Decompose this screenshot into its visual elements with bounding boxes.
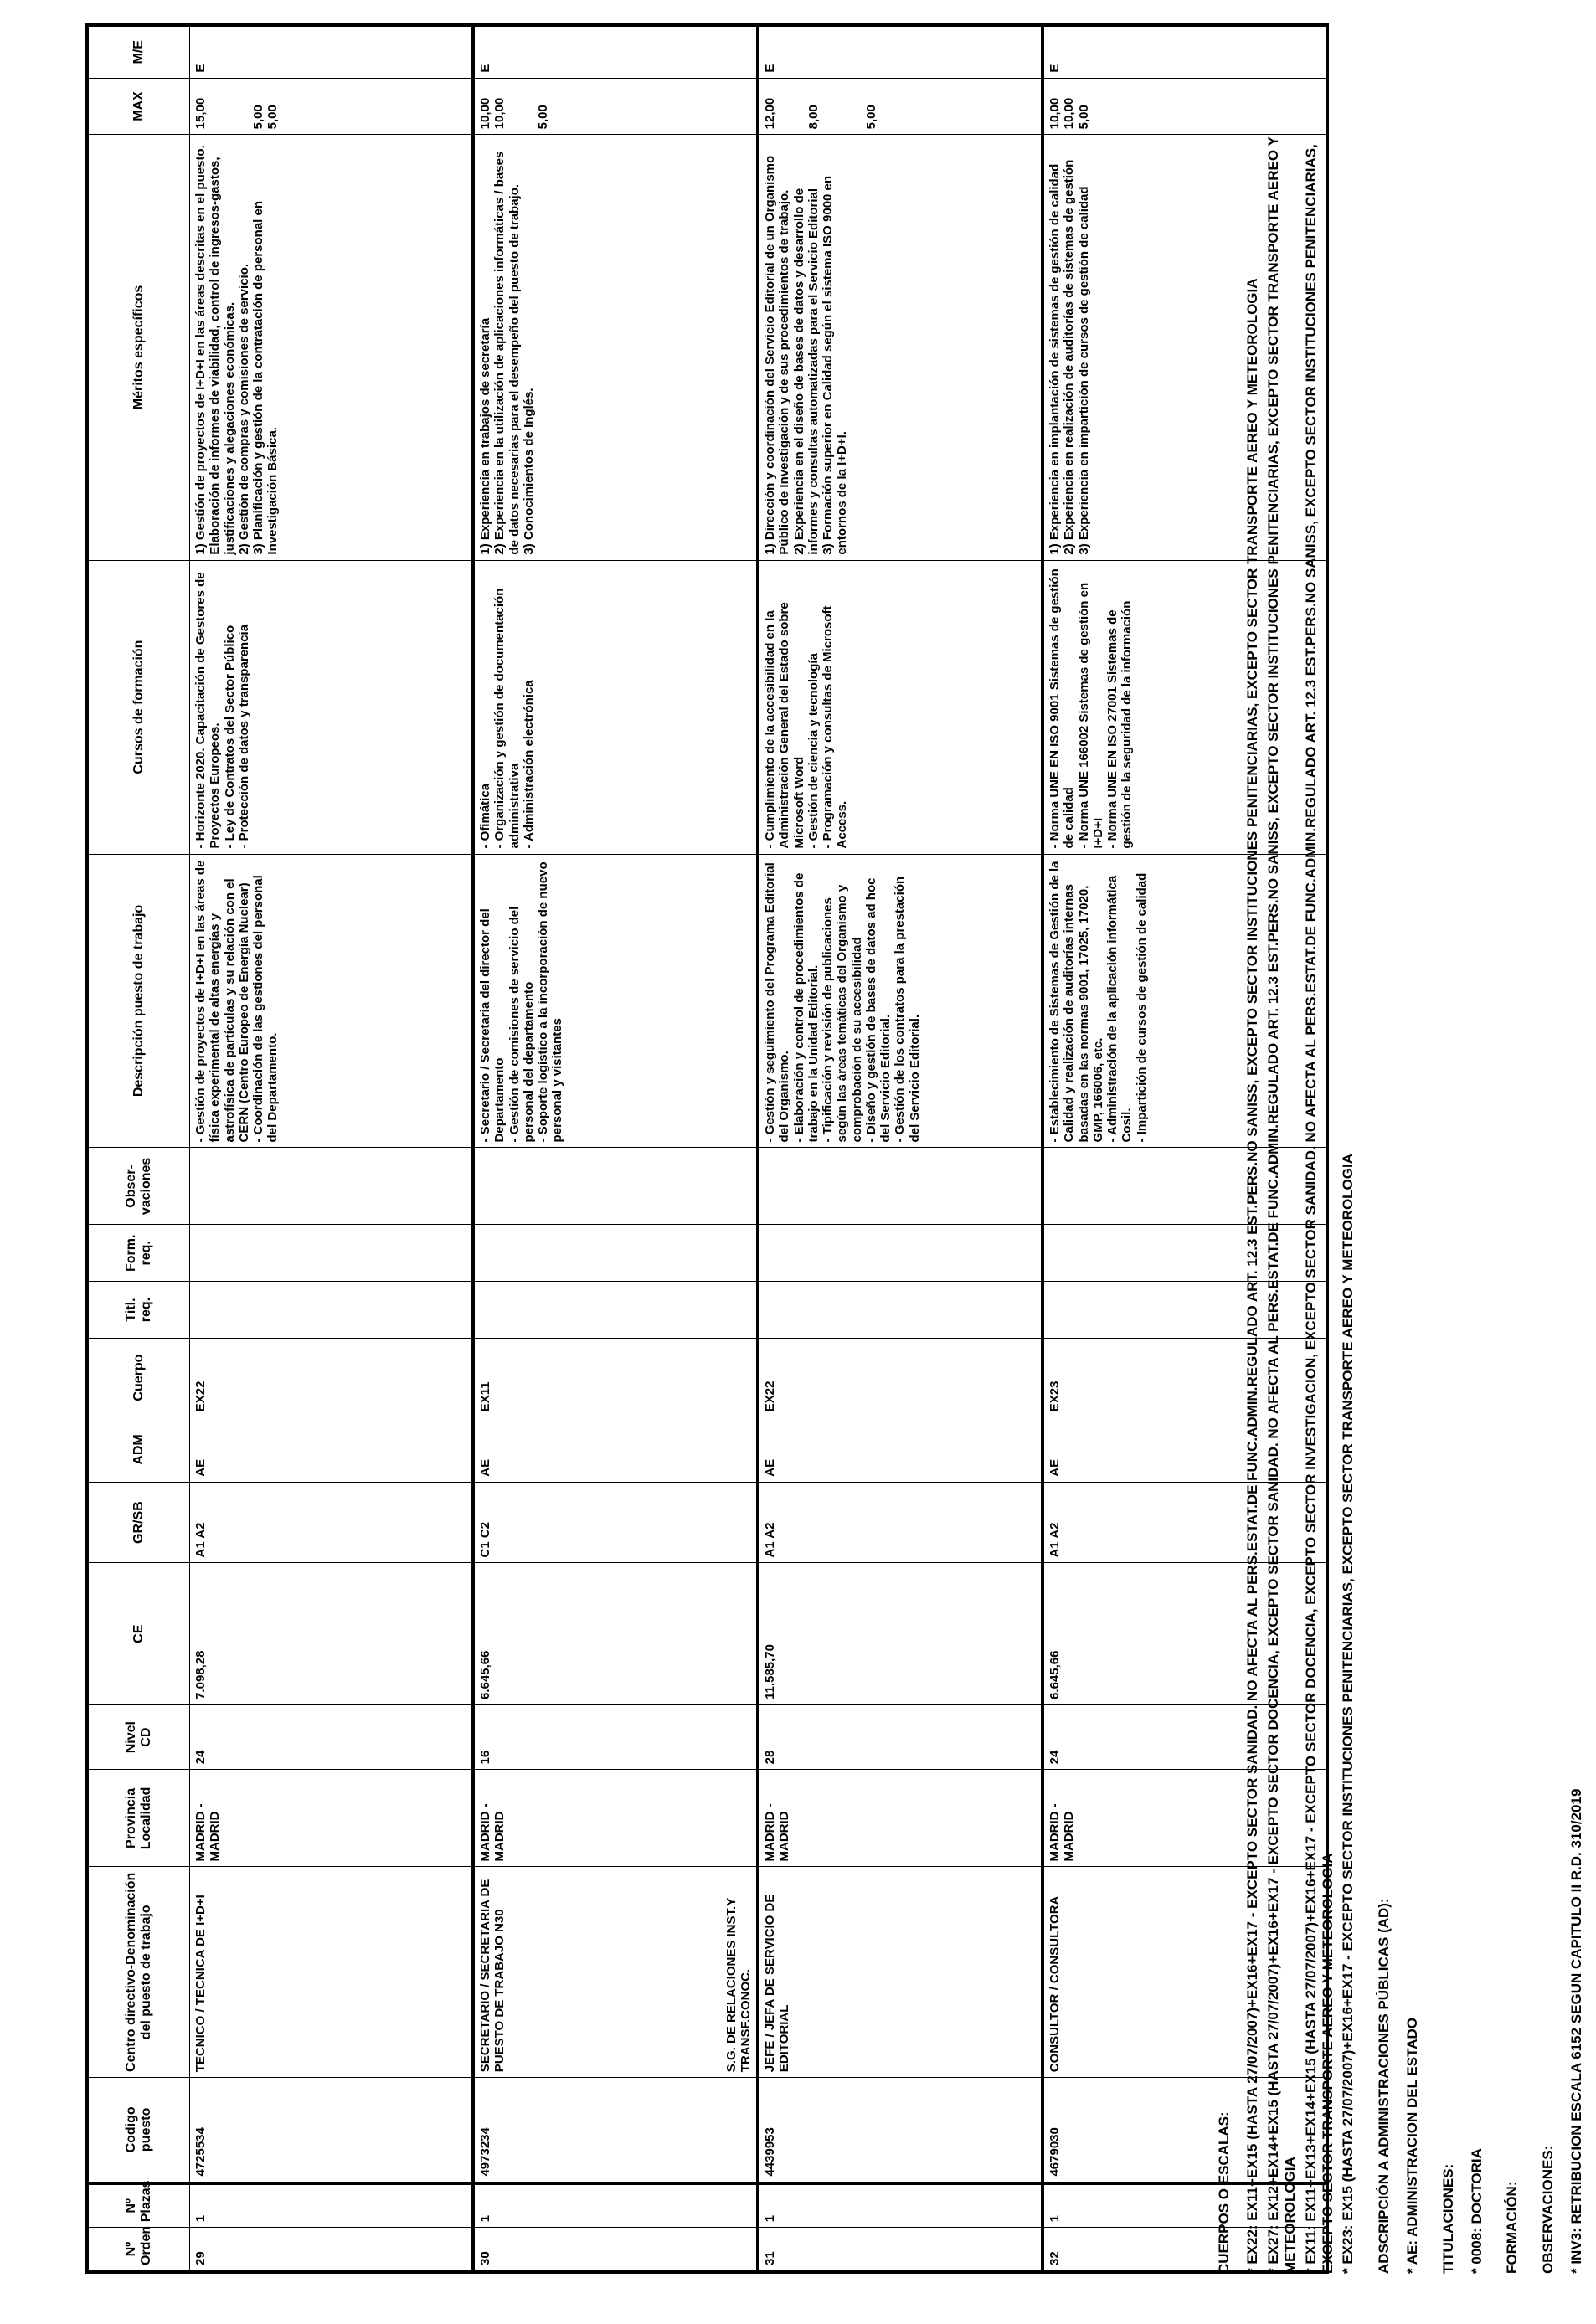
adscripcion-title: ADSCRIPCIÓN A ADMINISTRACIONES PÚBLICAS (AD): [1375,1898,1392,2274]
cell-form [758,1225,1043,1282]
cuerpo-note: * EX11: EX11+EX13+EX14+EX15 (HASTA 27/07/2007)+EX16+EX17 - EXCEPTO SECTOR DOCENCIA, EXCEPTO SECTOR INVESTIGACION, EXCEPTO SECTOR SANIDAD. NO AFECTA AL PERS.ESTAT.DE FUNC.ADMIN.REGULADO ART. 12.3 EST.PERS.NO SANISS, EXCEPTO SECTOR INSTITUCIONES PENITENCIARIAS, EXCEPTO SECTOR TRANSPORTE AEREO Y METEOROLOGIA [1302,144,1336,2274]
cell-provincia: MADRID - MADRID [1043,1770,1327,1867]
header-nivel: Nivel CD [87,1704,190,1769]
centro-subunit: S.G. DE RELACIONES INST.Y TRANSF.CONOC. [723,1898,753,2073]
centro-title: SECRETARIO / SECRETARIA DE PUESTO DE TRABAJO N30 [478,1879,507,2073]
cell-cursos: - Cumplimiento de la accesibilidad en la Administración General del Estado sobre Microsoft Word - Gestión de ciencia y tecnología - Programación y consultas de Microsoft Access. [758,560,1043,854]
titulaciones-title: TITULACIONES: [1439,2163,1456,2274]
cell-ce: 6.645,66 [473,1563,758,1704]
cell-orden: 30 [473,2228,758,2272]
cell-orden: 31 [758,2228,1043,2272]
table-row [473,25,758,2272]
cell-centro [190,1867,474,2078]
header-obs: Obser-vaciones [87,1148,190,1225]
header-grsb: GR/SB [87,1482,190,1563]
header-orden: Nº Orden [87,2228,190,2272]
header-ce: CE [87,1563,190,1704]
header-meritos: Méritos específicos [87,135,190,560]
cell-tit [473,1282,758,1339]
cell-obs [190,1148,474,1225]
observaciones-title: OBSERVACIONES: [1539,2145,1556,2274]
header-provincia: Provincia Localidad [87,1770,190,1867]
cell-orden: 32 [1043,2228,1327,2272]
centro-title: JEFE / JEFA DE SERVICIO DE EDITORIAL [763,1894,792,2073]
cell-meritos: 1) Experiencia en implantación de sistemas de gestión de calidad 2) Experiencia en realización de auditorías de sistemas de gestión 3) Experiencia en impartición de cursos de gestión de calidad [1043,135,1327,560]
cell-adm: AE [758,1417,1043,1482]
positions-table [85,23,1329,2274]
header-plazas: Nº Plazas [87,2183,190,2228]
header-adm: ADM [87,1417,190,1482]
cell-tit [190,1282,474,1339]
cell-nivel: 24 [1043,1704,1327,1769]
cell-meritos: 1) Experiencia en trabajos de secretaría 2) Experiencia en la utilización de aplicaciones informáticas / bases de datos necesarias para el desempeño del puesto de trabajo. 3) Conocimientos de Inglés. [473,135,758,560]
cell-max: 12,00 8,00 5,00 [758,78,1043,135]
cell-codigo: 4725534 [190,2078,474,2183]
cell-adm: AE [190,1417,474,1482]
cuerpo-note: * EX27: EX12+EX14+EX15 (HASTA 27/07/2007)+EX16+EX17 - EXCEPTO SECTOR DOCENCIA, EXCEPTO SECTOR SANIDAD. NO AFECTA AL PERS.ESTAT.DE FUNC.ADMIN.REGULADO ART. 12.3 EST.PERS.NO SANISS, EXCEPTO SECTOR INSTITUCIONES PENITENCIARIAS, EXCEPTO SECTOR TRANSPORTE AEREO Y METEOROLOGIA [1264,136,1299,2274]
cell-obs [473,1148,758,1225]
header-descripcion: Descripción puesto de trabajo [87,854,190,1148]
cell-cuerpo: EX11 [473,1338,758,1417]
cell-obs [758,1148,1043,1225]
cell-codigo: 4973234 [473,2078,758,2183]
cell-meritos: 1) Dirección y coordinación del Servicio Editorial de un Organismo Público de Investigación y de sus procedimientos de trabajo. 2) Experiencia en el diseño de bases de datos y desarrollo de informes y consultas automatizadas para el Servicio Editorial 3) Formación superior en Calidad según el sistema ISO 9000 en entornos de la I+D+I. [758,135,1043,560]
cell-me: E [758,25,1043,78]
header-cursos: Cursos de formación [87,560,190,854]
cell-me: E [190,25,474,78]
cell-ce: 7.098,28 [190,1563,474,1704]
cell-centro [473,1867,758,2078]
cell-nivel: 28 [758,1704,1043,1769]
cell-me: E [1043,25,1327,78]
cell-max: 10,00 10,00 5,00 [1043,78,1327,135]
cell-plazas: 1 [1043,2183,1327,2228]
cell-cursos: - Horizonte 2020. Capacitación de Gestores de Proyectos Europeos. - Ley de Contratos del Sector Público - Protección de datos y transparencia [190,560,474,854]
footnotes [1197,97,1588,2274]
centro-title: TECNICO / TECNICA DE I+D+I [193,1895,208,2073]
cell-form [473,1225,758,1282]
cell-descripcion: - Gestión y seguimiento del Programa Editorial del Organismo. - Elaboración y control de procedimientos de trabajo en la Unidad Editorial. - Tipificación y revisión de publicaciones según las áreas temáticas del Organismo y comprobación de su accesibilidad - Diseño y gestión de bases de datos ad hoc del Servicio Editorial. - Gestión de los contratos para la prestación del Servicio Editorial. [758,854,1043,1148]
cell-nivel: 16 [473,1704,758,1769]
cell-adm: AE [473,1417,758,1482]
header-row [87,25,190,2272]
cell-max: 15,00 5,00 5,00 [190,78,474,135]
cell-grsb: A1 A2 [1043,1482,1327,1563]
cuerpo-note: * EX23: EX15 (HASTA 27/07/2007)+EX16+EX17 - EXCEPTO SECTOR INSTITUCIONES PENITENCIARIAS, EXCEPTO SECTOR TRANSPORTE AEREO Y METEOROLOGIA [1340,1153,1357,2274]
centro-title: CONSULTOR / CONSULTORA [1048,1895,1062,2073]
cell-plazas: 1 [190,2183,474,2228]
cell-plazas: 1 [758,2183,1043,2228]
cell-plazas: 1 [473,2183,758,2228]
cell-provincia: MADRID - MADRID [473,1770,758,1867]
table-row [190,25,474,2272]
cell-descripcion: - Establecimiento de Sistemas de Gestión de la Calidad y realización de auditorías internas basadas en las normas 9001, 17025, 17020, GMP, 166006, etc. - Administración de la aplicación informática Cosil. - Impartición de cursos de gestión de calidad [1043,854,1327,1148]
header-centro: Centro directivo-Denominación del puesto de trabajo [87,1867,190,2078]
cell-cuerpo: EX22 [190,1338,474,1417]
observaciones-note: * INV3: RETRIBUCION ESCALA 6152 SEGUN CAPITULO II R.D. 310/2019 [1568,1788,1585,2274]
cell-grsb: A1 A2 [758,1482,1043,1563]
cell-descripcion: - Gestión de proyectos de I+D+I en las áreas de física experimental de altas energías y astrofísica de partículas y su relación con el CERN (Centro Europeo de Energía Nuclear) - Coordinación de las gestiones del personal del Departamento. [190,854,474,1148]
titulaciones-note: * 0008: DOCTORIA [1468,2148,1485,2274]
cell-max: 10,00 10,00 5,00 [473,78,758,135]
cell-ce: 6.645,66 [1043,1563,1327,1704]
cell-adm: AE [1043,1417,1327,1482]
adscripcion-note: * AE: ADMINISTRACION DEL ESTADO [1404,2017,1421,2274]
cell-cuerpo: EX23 [1043,1338,1327,1417]
cell-provincia: MADRID - MADRID [190,1770,474,1867]
cell-centro [758,1867,1043,2078]
cell-meritos: 1) Gestión de proyectos de I+D+I en las áreas descritas en el puesto. Elaboración de informes de viabilidad, control de ingresos-gastos, justificaciones y alegaciones económicas. 2) Gestión de compras y comisiones de servicio. 3) Planificación y gestión de la contratación de personal en Investigación Básica. [190,135,474,560]
cell-codigo: 4679030 [1043,2078,1327,2183]
cell-orden: 29 [190,2228,474,2272]
cell-form [190,1225,474,1282]
cuerpo-note: * EX22: EX11+EX15 (HASTA 27/07/2007)+EX16+EX17 - EXCEPTO SECTOR SANIDAD. NO AFECTA AL PERS.ESTAT.DE FUNC.ADMIN.REGULADO ART. 12.3 EST.PERS.NO SANISS, EXCEPTO SECTOR INSTITUCIONES PENITENCIARIAS, EXCEPTO SECTOR TRANSPORTE AEREO Y METEOROLOGIA [1244,278,1261,2274]
cell-grsb: A1 A2 [190,1482,474,1563]
header-form: Form. req. [87,1225,190,1282]
cell-nivel: 24 [190,1704,474,1769]
header-codigo: Codigo puesto [87,2078,190,2183]
cuerpos-title: CUERPOS O ESCALAS: [1216,2111,1232,2274]
header-max: MAX [87,78,190,135]
cell-cursos: - Norma UNE EN ISO 9001 Sistemas de gestión de calidad - Norma UNE 166002 Sistemas de gestión en I+D+I - Norma UNE EN ISO 27001 Sistemas de gestión de la seguridad de la información [1043,560,1327,854]
header-me: M/E [87,25,190,78]
cell-grsb: C1 C2 [473,1482,758,1563]
header-tit: Titl. req. [87,1282,190,1339]
formacion-title: FORMACIÓN: [1504,2181,1521,2274]
cell-provincia: MADRID - MADRID [758,1770,1043,1867]
cell-codigo: 4439953 [758,2078,1043,2183]
table-row [758,25,1043,2272]
cell-cursos: - Ofimática - Organización y gestión de documentación administrativa - Administración electrónica [473,560,758,854]
cell-descripcion: - Secretario / Secretaria del director del Departamento - Gestión de comisiones de servicio del personal del departamento - Soporte logístico a la incorporación de nuevo personal y visitantes [473,854,758,1148]
header-cuerpo: Cuerpo [87,1338,190,1417]
cell-me: E [473,25,758,78]
cell-ce: 11.585,70 [758,1563,1043,1704]
cell-tit [758,1282,1043,1339]
cell-cuerpo: EX22 [758,1338,1043,1417]
